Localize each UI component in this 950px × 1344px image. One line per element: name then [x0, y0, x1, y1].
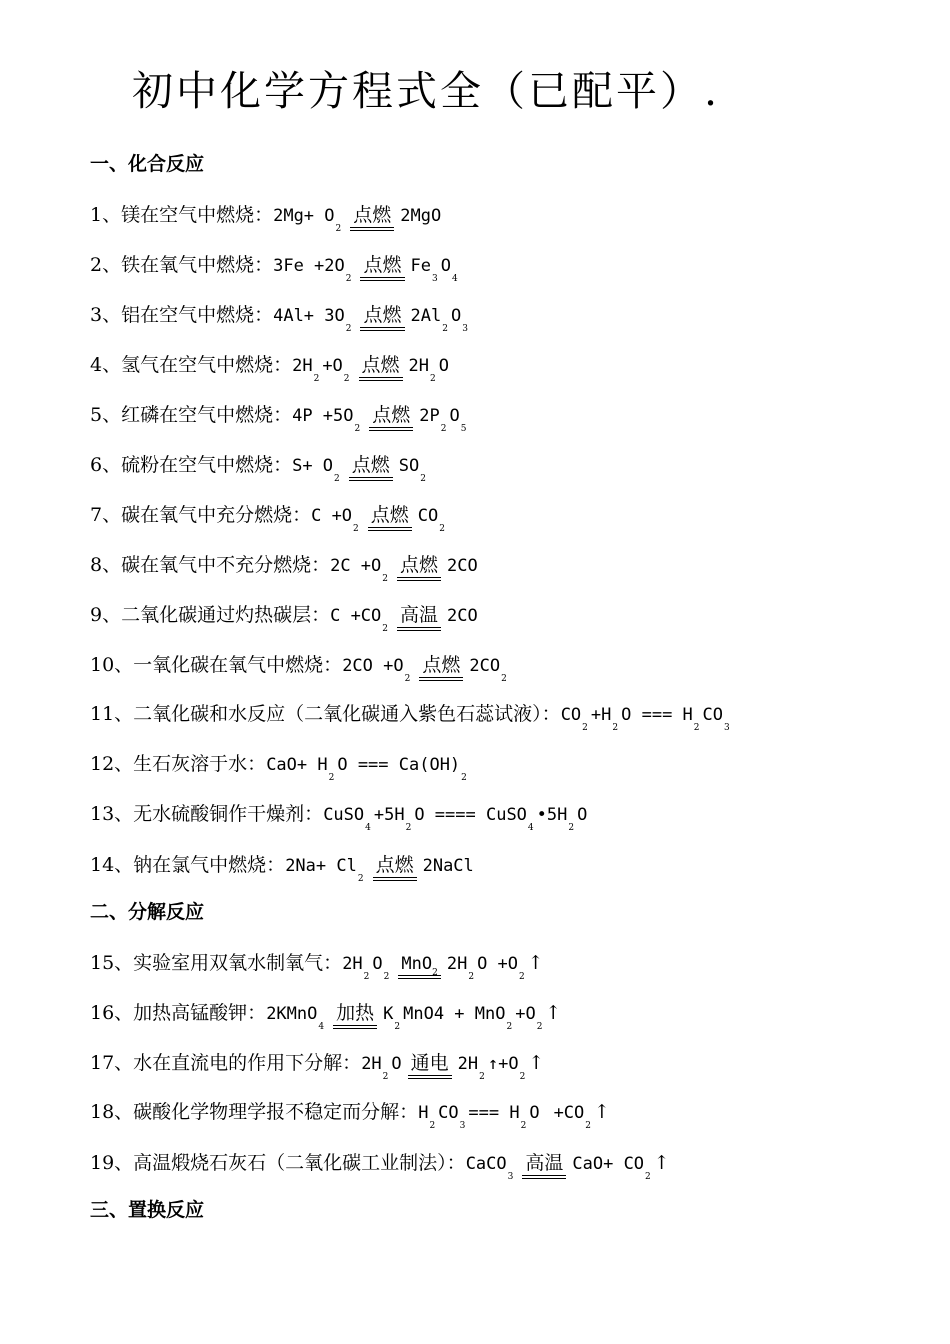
section-heading-combination: 一、化合反应	[90, 153, 205, 175]
subscript: 2	[345, 324, 352, 334]
formula: MnO4 + MnO	[403, 1004, 506, 1024]
catalyst-formula: MnO	[401, 954, 433, 974]
formula: O	[529, 1103, 540, 1123]
subscript: 2	[506, 1022, 513, 1032]
equation-line	[90, 354, 450, 384]
subscript: 4	[527, 823, 534, 833]
formula: 2CO	[469, 656, 501, 676]
formula: 2H	[408, 356, 430, 376]
reaction-condition: 点燃	[397, 554, 441, 581]
reaction-condition: 点燃	[360, 254, 404, 281]
gas-arrow: ↑	[653, 1152, 670, 1174]
subscript: 4	[365, 823, 371, 833]
formula: +5H	[373, 805, 405, 825]
formula: K	[383, 1004, 394, 1024]
equation-label: 12、生石灰溶于水：	[90, 753, 267, 775]
subscript: 2	[405, 823, 412, 833]
reaction-condition: 点燃	[373, 854, 417, 881]
reaction-condition: 点燃	[360, 304, 404, 331]
subscript: 3	[431, 274, 438, 284]
reaction-condition: 通电	[408, 1052, 452, 1079]
equation-line	[90, 803, 588, 833]
formula: 2KMnO	[266, 1004, 318, 1024]
formula: SO	[398, 456, 420, 476]
subscript: 5	[460, 424, 467, 434]
formula: 2H	[361, 1054, 382, 1074]
equation-line	[90, 404, 469, 434]
formula: O === H	[621, 705, 693, 725]
reaction-condition: 点燃	[350, 204, 394, 231]
formula: ↑+O	[487, 1054, 519, 1074]
equation-line	[90, 1052, 545, 1082]
subscript: 2	[335, 224, 342, 234]
formula: O ==== CuSO	[414, 805, 527, 825]
formula: 2H	[292, 356, 313, 376]
subscript: 2	[429, 1121, 436, 1131]
subscript: 2	[585, 1121, 592, 1131]
reaction-condition: 点燃	[368, 504, 412, 531]
reaction-condition: 加热	[333, 1002, 377, 1029]
formula: CaCO	[465, 1154, 507, 1174]
equation-label: 8、碳在氧气中不充分燃烧：	[90, 554, 331, 576]
formula: S+ O	[292, 456, 334, 476]
formula: CaO+ CO	[572, 1154, 645, 1174]
formula: CO	[560, 705, 582, 725]
formula: 2Al	[410, 306, 442, 326]
equation-label: 17、水在直流电的作用下分解：	[90, 1052, 362, 1074]
section-heading-displacement: 三、置换反应	[90, 1199, 205, 1221]
subscript: 2	[382, 574, 389, 584]
equation-label: 19、高温煅烧石灰石（二氧化碳工业制法）：	[90, 1152, 466, 1174]
subscript: 2	[432, 968, 438, 978]
subscript: 2	[382, 1072, 389, 1082]
equation-label: 13、无水硫酸铜作干燥剂：	[90, 803, 324, 825]
equation-line	[90, 454, 429, 484]
subscript: 2	[612, 723, 619, 733]
equation-label: 5、红磷在空气中燃烧：	[90, 404, 293, 426]
formula: CaO+ H	[266, 755, 328, 775]
formula: CO	[702, 705, 723, 725]
formula: 2Na+ Cl	[285, 856, 357, 876]
subscript: 2	[430, 374, 436, 384]
equation-line	[90, 204, 442, 234]
subscript: 3	[459, 1121, 466, 1131]
reaction-condition: 点燃	[359, 354, 403, 381]
equation-line	[90, 1152, 670, 1182]
subscript: 4	[451, 274, 458, 284]
subscript: 2	[519, 972, 525, 982]
subscript: 2	[363, 972, 370, 982]
formula: === H	[468, 1103, 520, 1123]
equation-label: 3、铝在空气中燃烧：	[90, 304, 274, 326]
formula: •5H	[536, 805, 568, 825]
formula: 3Fe +2O	[273, 256, 345, 276]
formula: O	[440, 256, 451, 276]
reaction-condition: 高温	[397, 604, 441, 631]
subscript: 2	[645, 1172, 651, 1182]
equation-line	[90, 304, 471, 334]
equation-label: 16、加热高锰酸钾：	[90, 1002, 267, 1024]
gas-arrow: ↑	[527, 952, 544, 974]
equation-label: 14、钠在氯气中燃烧：	[90, 854, 286, 876]
equation-label: 18、碳酸化学物理学报不稳定而分解：	[90, 1101, 419, 1123]
reaction-condition	[398, 952, 440, 979]
equation-line	[90, 952, 544, 982]
subscript: 2	[420, 474, 427, 484]
equation-line	[90, 1002, 562, 1032]
section-heading-decomposition: 二、分解反应	[90, 901, 205, 923]
formula: 2NaCl	[422, 856, 474, 876]
equation-label: 15、实验室用双氧水制氧气：	[90, 952, 343, 974]
gas-arrow: ↑	[545, 1002, 562, 1024]
formula: C +O	[311, 506, 353, 526]
subscript: 2	[343, 374, 350, 384]
equation-label: 2、铁在氧气中燃烧：	[90, 254, 274, 276]
subscript: 2	[404, 674, 411, 684]
equation-label: 11、二氧化碳和水反应（二氧化碳通入紫色石蕊试液）：	[90, 703, 561, 725]
equation-label: 6、硫粉在空气中燃烧：	[90, 454, 293, 476]
formula: +O	[322, 356, 343, 376]
formula: Fe	[410, 256, 431, 276]
formula: CuSO	[323, 805, 365, 825]
formula: CO	[438, 1103, 459, 1123]
equation-label: 1、镁在空气中燃烧：	[90, 204, 274, 226]
subscript: 2	[354, 424, 361, 434]
subscript: 2	[394, 1022, 401, 1032]
equation-line	[90, 1101, 610, 1131]
formula: O	[577, 805, 588, 825]
formula: C +CO	[330, 606, 382, 626]
formula: +O	[515, 1004, 536, 1024]
subscript: 3	[724, 723, 730, 733]
subscript: 2	[313, 374, 320, 384]
document-title: 初中化学方程式全（已配平）.	[132, 67, 721, 115]
reaction-condition: 高温	[522, 1152, 566, 1179]
formula: O	[372, 954, 383, 974]
equation-line	[90, 554, 478, 584]
subscript: 2	[442, 324, 448, 334]
formula: 2CO	[447, 556, 478, 576]
subscript: 2	[479, 1072, 485, 1082]
equation-line	[90, 654, 510, 684]
gas-arrow: ↑	[528, 1052, 545, 1074]
reaction-condition: 点燃	[419, 654, 463, 681]
subscript: 2	[693, 723, 700, 733]
equation-label: 4、氢气在空气中燃烧：	[90, 354, 293, 376]
formula: O	[391, 1054, 402, 1074]
formula: O	[449, 406, 460, 426]
formula: 4Al+ 3O	[273, 306, 345, 326]
subscript: 2	[357, 874, 364, 884]
subscript: 2	[382, 624, 389, 634]
reaction-condition: 点燃	[349, 454, 393, 481]
subscript: 2	[383, 972, 390, 982]
formula: 2Mg+ O	[273, 206, 335, 226]
gas-arrow: ↑	[594, 1101, 610, 1123]
formula: 2H	[446, 954, 468, 974]
formula: +CO	[553, 1103, 585, 1123]
equation-label: 10、一氧化碳在氧气中燃烧：	[90, 654, 343, 676]
formula: O +O	[477, 954, 519, 974]
subscript: 3	[507, 1172, 514, 1182]
formula: 2CO	[447, 606, 478, 626]
reaction-condition: 点燃	[369, 404, 413, 431]
formula: 2CO +O	[342, 656, 404, 676]
formula: CO	[417, 506, 439, 526]
subscript: 2	[520, 1121, 527, 1131]
subscript: 3	[462, 324, 468, 334]
formula: O	[438, 356, 450, 376]
equation-line	[90, 854, 474, 884]
subscript: 2	[582, 723, 588, 733]
equation-label: 9、二氧化碳通过灼热碳层：	[90, 604, 331, 626]
subscript: 2	[519, 1072, 526, 1082]
equation-line	[90, 604, 478, 634]
equation-label: 7、碳在氧气中充分燃烧：	[90, 504, 312, 526]
subscript: 2	[461, 773, 467, 783]
formula: 2H	[457, 1054, 479, 1074]
equation-line	[90, 504, 448, 534]
equation-line	[90, 703, 733, 733]
subscript: 2	[345, 274, 352, 284]
subscript: 2	[440, 424, 447, 434]
subscript: 2	[568, 823, 575, 833]
formula: H	[418, 1103, 429, 1123]
equation-line	[90, 254, 461, 284]
formula: 2H	[342, 954, 363, 974]
equation-line	[90, 753, 470, 783]
subscript: 2	[439, 524, 446, 534]
formula: 4P +5O	[292, 406, 354, 426]
subscript: 2	[328, 773, 335, 783]
subscript: 2	[501, 674, 507, 684]
formula: 2C +O	[330, 556, 382, 576]
formula: +H	[590, 705, 612, 725]
subscript: 2	[334, 474, 340, 484]
formula: O	[450, 306, 462, 326]
subscript: 4	[318, 1022, 325, 1032]
subscript: 2	[353, 524, 359, 534]
formula: 2P	[419, 406, 440, 426]
formula: O === Ca(OH)	[337, 755, 461, 775]
formula: 2MgO	[400, 206, 442, 226]
subscript: 2	[536, 1022, 543, 1032]
subscript: 2	[468, 972, 475, 982]
